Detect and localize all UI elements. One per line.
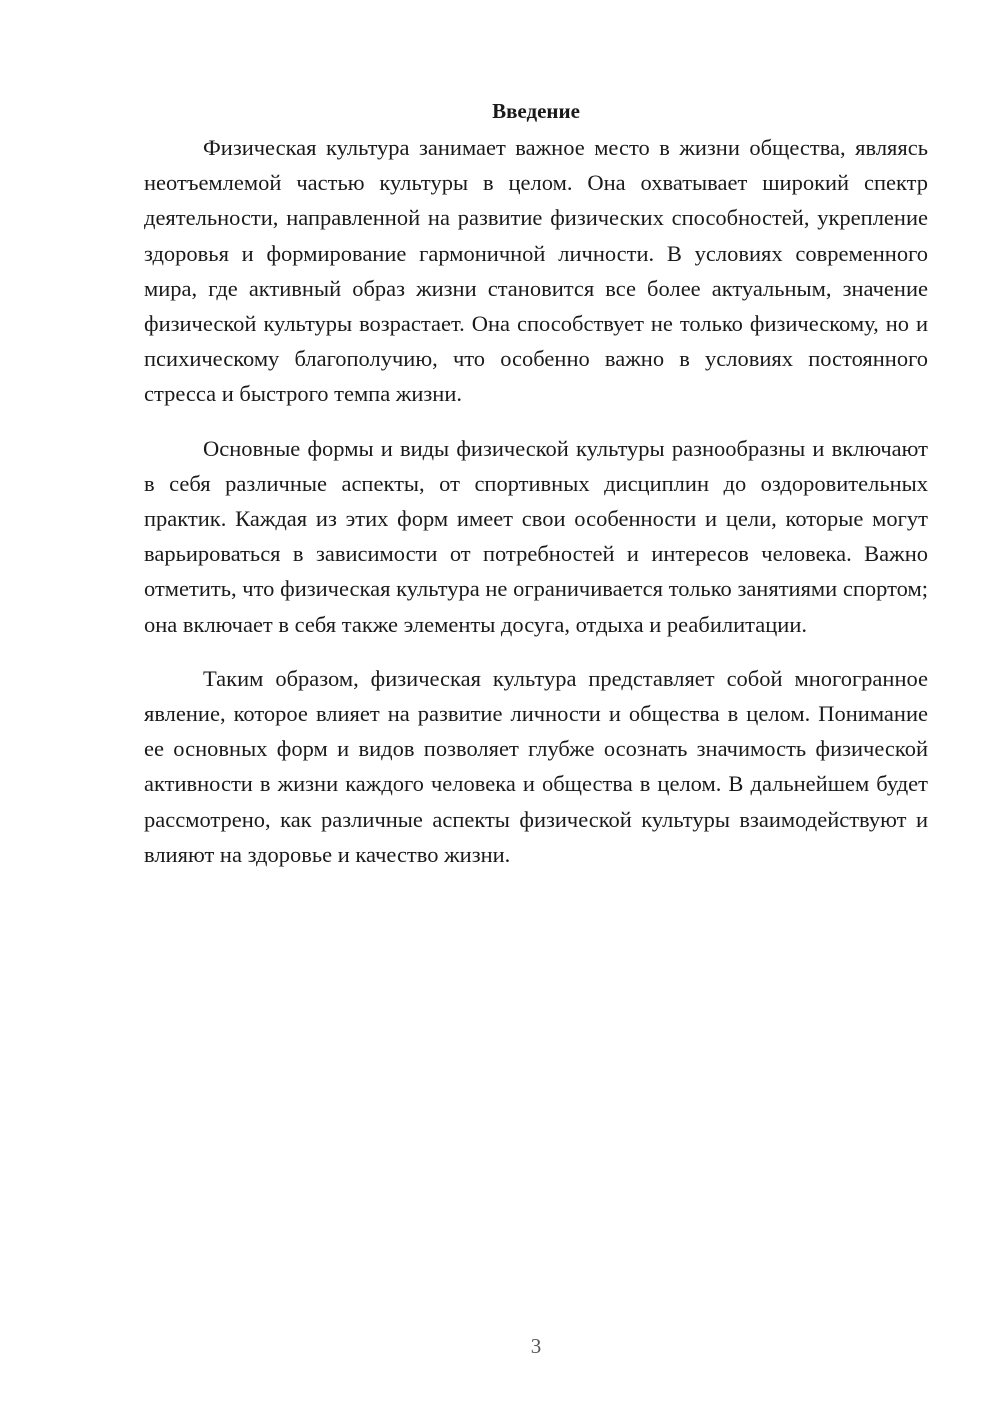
- paragraph-1: Физическая культура занимает важное место в жизни общества, являясь неотъемлемой частью культуры в целом. Она охватывает широкий спектр деятельности, направленной на развитие физических способностей, укрепление здоровья и формирование гармоничной личности. В условиях современного мира, где активный образ жизни становится все более актуальным, значение физической культуры возрастает. Она способствует не только физическому, но и психическому благополучию, что особенно важно в условиях постоянного стресса и быстрого темпа жизни.: [144, 135, 928, 407]
- paragraph-3: Таким образом, физическая культура представляет собой многогранное явление, которое влияет на развитие личности и общества в целом. Понимание ее основных форм и видов позволяет глубже осознать значимость физической активности в жизни каждого человека и общества в целом. В дальнейшем будет рассмотрено, как различные аспекты физической культуры взаимодействуют и влияют на здоровье и качество жизни.: [144, 665, 928, 867]
- paragraph-2: Основные формы и виды физической культуры разнообразны и включают в себя различные аспекты, от спортивных дисциплин до оздоровительных практик. Каждая из этих форм имеет свои особенности и цели, которые могут варьироваться в зависимости от потребностей и интересов человека. Важно отметить, что физическая культура не ограничивается только занятиями спортом; она включает в себя также элементы досуга, отдыха и реабилитации.: [144, 435, 928, 637]
- page-number: 3: [530, 1334, 542, 1358]
- section-heading: Введение: [492, 99, 580, 123]
- page-content: [144, 96, 928, 872]
